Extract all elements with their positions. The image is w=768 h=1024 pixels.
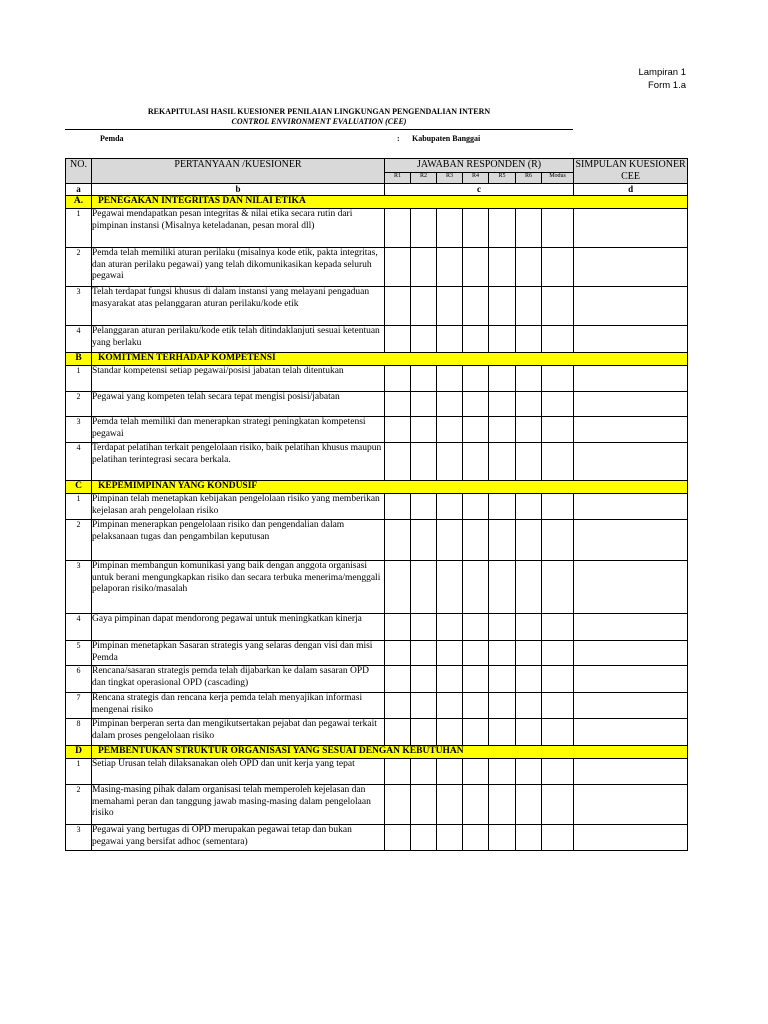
question-row xyxy=(66,392,688,417)
lampiran-text: Lampiran 1 xyxy=(638,67,686,78)
answer-cell[interactable] xyxy=(385,417,411,443)
question-row xyxy=(66,614,688,641)
question-number: 7 xyxy=(66,693,92,719)
section-row xyxy=(66,481,688,494)
answer-cell[interactable] xyxy=(385,825,411,851)
answer-cell[interactable] xyxy=(385,759,411,785)
answer-cell[interactable] xyxy=(542,392,574,417)
answer-cell[interactable] xyxy=(463,287,489,326)
question-number: 6 xyxy=(66,666,92,693)
answer-cell[interactable] xyxy=(463,366,489,392)
answer-cell[interactable] xyxy=(516,520,542,561)
question-text: Terdapat pelatihan terkait pengelolaan risiko, baik pelatihan khusus maupun pelatihan terintegrasi secara berkala. xyxy=(92,443,385,481)
answer-cell[interactable] xyxy=(516,561,542,614)
answer-cell[interactable] xyxy=(385,614,411,641)
answer-cell[interactable] xyxy=(437,641,463,666)
answer-cell[interactable] xyxy=(385,326,411,353)
simpulan-cell[interactable] xyxy=(574,561,688,614)
answer-cell[interactable] xyxy=(385,520,411,561)
answer-cell[interactable] xyxy=(411,520,437,561)
question-number: 4 xyxy=(66,443,92,481)
question-text: Rencana strategis dan rencana kerja pemda telah menyajikan informasi mengenai risiko xyxy=(92,693,385,719)
answer-cell[interactable] xyxy=(385,719,411,746)
answer-cell[interactable] xyxy=(411,326,437,353)
answer-cell[interactable] xyxy=(437,417,463,443)
answer-cell[interactable] xyxy=(489,520,516,561)
col-simpulan: SIMPULAN KUESIONER CEE xyxy=(575,159,686,182)
question-text: Pegawai mendapatkan pesan integritas & nilai etika secara rutin dari pimpinan instansi (Misalnya keteladanan, pesan moral dll) xyxy=(92,209,385,248)
answer-cell[interactable] xyxy=(437,209,463,248)
answer-cell[interactable] xyxy=(542,825,574,851)
answer-cell[interactable] xyxy=(463,666,489,693)
question-text: Pegawai yang bertugas di OPD merupakan pegawai tetap dan bukan pegawai yang bersifat adhoc (sementara) xyxy=(92,825,385,851)
question-row xyxy=(66,209,688,248)
answer-cell[interactable] xyxy=(516,641,542,666)
title-divider xyxy=(65,129,573,130)
answer-cell[interactable] xyxy=(411,785,437,825)
answer-cell[interactable] xyxy=(437,759,463,785)
answer-cell[interactable] xyxy=(437,392,463,417)
answer-cell[interactable] xyxy=(516,666,542,693)
question-row xyxy=(66,666,688,693)
answer-cell[interactable] xyxy=(437,785,463,825)
answer-cell[interactable] xyxy=(463,520,489,561)
question-number: 4 xyxy=(66,326,92,353)
title-line-1: REKAPITULASI HASIL KUESIONER PENILAIAN LINGKUNGAN PENGENDALIAN INTERN xyxy=(147,107,491,116)
answer-cell[interactable] xyxy=(411,494,437,520)
answer-cell[interactable] xyxy=(437,248,463,287)
answer-cell[interactable] xyxy=(437,443,463,481)
answer-cell[interactable] xyxy=(489,248,516,287)
question-row xyxy=(66,719,688,746)
simpulan-cell[interactable] xyxy=(574,443,688,481)
question-row xyxy=(66,825,688,851)
pemda-colon: : xyxy=(397,134,400,143)
answer-cell[interactable] xyxy=(542,209,574,248)
answer-cell[interactable] xyxy=(489,666,516,693)
answer-cell[interactable] xyxy=(542,666,574,693)
answer-cell[interactable] xyxy=(463,785,489,825)
section-label: D xyxy=(66,746,92,759)
section-row xyxy=(66,353,688,366)
answer-cell[interactable] xyxy=(489,417,516,443)
answer-cell[interactable] xyxy=(489,614,516,641)
question-number: 2 xyxy=(66,248,92,287)
answer-cell[interactable] xyxy=(516,494,542,520)
question-number: 8 xyxy=(66,719,92,746)
answer-cell[interactable] xyxy=(437,366,463,392)
question-text: Pimpinan berperan serta dan mengikutsertakan pejabat dan pegawai terkait dalam proses pengelolaan risiko xyxy=(92,719,385,746)
answer-cell[interactable] xyxy=(463,719,489,746)
respondent-header: R5 xyxy=(489,173,516,184)
answer-cell[interactable] xyxy=(437,520,463,561)
letter-b: b xyxy=(92,184,385,196)
answer-cell[interactable] xyxy=(516,443,542,481)
answer-cell[interactable] xyxy=(489,494,516,520)
simpulan-cell[interactable] xyxy=(574,494,688,520)
answer-cell[interactable] xyxy=(542,443,574,481)
answer-cell[interactable] xyxy=(463,825,489,851)
answer-cell[interactable] xyxy=(385,248,411,287)
question-number: 3 xyxy=(66,825,92,851)
answer-cell[interactable] xyxy=(463,417,489,443)
question-text: Pimpinan menerapkan pengelolaan risiko dan pengendalian dalam pelaksanaan tugas dan pengambilan keputusan xyxy=(92,520,385,561)
question-text: Pemda telah memiliki dan menerapkan strategi peningkatan kompetensi pegawai xyxy=(92,417,385,443)
answer-cell[interactable] xyxy=(489,825,516,851)
answer-cell[interactable] xyxy=(489,759,516,785)
answer-cell[interactable] xyxy=(385,209,411,248)
answer-cell[interactable] xyxy=(516,326,542,353)
simpulan-cell[interactable] xyxy=(574,693,688,719)
simpulan-cell[interactable] xyxy=(574,785,688,825)
answer-cell[interactable] xyxy=(516,287,542,326)
question-text: Pelanggaran aturan perilaku/kode etik telah ditindaklanjuti sesuai ketentuan yang berlaku xyxy=(92,326,385,353)
question-text: Setiap Urusan telah dilaksanakan oleh OPD dan unit kerja yang tepat xyxy=(92,759,385,785)
answer-cell[interactable] xyxy=(437,326,463,353)
respondent-header: R2 xyxy=(411,173,437,184)
answer-cell[interactable] xyxy=(542,366,574,392)
answer-cell[interactable] xyxy=(463,392,489,417)
respondent-header: R4 xyxy=(463,173,489,184)
answer-cell[interactable] xyxy=(385,785,411,825)
answer-cell[interactable] xyxy=(489,693,516,719)
question-row xyxy=(66,520,688,561)
col-question: PERTANYAAN /KUESIONER xyxy=(92,159,385,184)
answer-cell[interactable] xyxy=(463,614,489,641)
answer-cell[interactable] xyxy=(542,287,574,326)
answer-cell[interactable] xyxy=(463,641,489,666)
letter-a: a xyxy=(66,184,92,196)
respondent-header: Modus xyxy=(542,173,574,184)
simpulan-cell[interactable] xyxy=(574,417,688,443)
question-row xyxy=(66,494,688,520)
answer-cell[interactable] xyxy=(542,614,574,641)
answer-cell[interactable] xyxy=(516,248,542,287)
simpulan-cell[interactable] xyxy=(574,248,688,287)
answer-cell[interactable] xyxy=(489,326,516,353)
answer-cell[interactable] xyxy=(437,614,463,641)
answer-cell[interactable] xyxy=(385,392,411,417)
simpulan-cell[interactable] xyxy=(574,666,688,693)
col-no: NO. xyxy=(66,159,92,184)
section-label: A. xyxy=(66,196,92,209)
answer-cell[interactable] xyxy=(437,666,463,693)
answer-cell[interactable] xyxy=(542,759,574,785)
section-row xyxy=(66,196,688,209)
answer-cell[interactable] xyxy=(489,287,516,326)
answer-cell[interactable] xyxy=(437,693,463,719)
answer-cell[interactable] xyxy=(516,209,542,248)
respondent-header: R6 xyxy=(516,173,542,184)
simpulan-cell[interactable] xyxy=(574,825,688,851)
answer-cell[interactable] xyxy=(516,719,542,746)
answer-cell[interactable] xyxy=(489,785,516,825)
answer-cell[interactable] xyxy=(385,494,411,520)
pemda-label: Pemda xyxy=(100,134,124,143)
simpulan-cell[interactable] xyxy=(574,759,688,785)
section-title: PENEGAKAN INTEGRITAS DAN NILAI ETIKA xyxy=(92,196,688,209)
section-label: B xyxy=(66,353,92,366)
answer-cell[interactable] xyxy=(489,392,516,417)
simpulan-cell[interactable] xyxy=(574,209,688,248)
answer-cell[interactable] xyxy=(489,443,516,481)
answer-cell[interactable] xyxy=(516,693,542,719)
answer-cell[interactable] xyxy=(411,443,437,481)
question-number: 4 xyxy=(66,614,92,641)
question-row xyxy=(66,417,688,443)
answer-cell[interactable] xyxy=(463,693,489,719)
question-number: 2 xyxy=(66,392,92,417)
answer-cell[interactable] xyxy=(437,561,463,614)
answer-cell[interactable] xyxy=(542,326,574,353)
answer-cell[interactable] xyxy=(542,561,574,614)
answer-cell[interactable] xyxy=(411,614,437,641)
section-title: PEMBENTUKAN STRUKTUR ORGANISASI YANG SESUAI DENGAN KEBUTUHAN xyxy=(92,746,688,759)
question-row xyxy=(66,693,688,719)
answer-cell[interactable] xyxy=(463,443,489,481)
answer-cell[interactable] xyxy=(437,287,463,326)
respondent-header: R1 xyxy=(385,173,411,184)
question-text: Pimpinan membangun komunikasi yang baik dengan anggota organisasi untuk berani mengungkapkan risiko dan secara terbuka menerima/menggali pelaporan risiko/masalah xyxy=(92,561,385,614)
question-number: 2 xyxy=(66,520,92,561)
answer-cell[interactable] xyxy=(542,520,574,561)
question-number: 1 xyxy=(66,366,92,392)
answer-cell[interactable] xyxy=(516,366,542,392)
answer-cell[interactable] xyxy=(463,209,489,248)
answer-cell[interactable] xyxy=(542,494,574,520)
answer-cell[interactable] xyxy=(411,693,437,719)
form-number: Form 1.a xyxy=(647,80,686,91)
answer-cell[interactable] xyxy=(437,719,463,746)
answer-cell[interactable] xyxy=(411,641,437,666)
answer-cell[interactable] xyxy=(411,248,437,287)
question-row xyxy=(66,366,688,392)
answer-cell[interactable] xyxy=(516,417,542,443)
answer-cell[interactable] xyxy=(385,693,411,719)
question-text: Telah terdapat fungsi khusus di dalam instansi yang melayani pengaduan masyarakat atas pelanggaran aturan perilaku/kode etik xyxy=(92,287,385,326)
question-row xyxy=(66,561,688,614)
answer-cell[interactable] xyxy=(516,825,542,851)
answer-cell[interactable] xyxy=(385,366,411,392)
question-row xyxy=(66,759,688,785)
question-row xyxy=(66,641,688,666)
section-row xyxy=(66,746,688,759)
answer-cell[interactable] xyxy=(437,825,463,851)
answer-cell[interactable] xyxy=(489,561,516,614)
answer-cell[interactable] xyxy=(463,759,489,785)
col-answers: JAWABAN RESPONDEN (R) xyxy=(385,159,574,173)
simpulan-cell[interactable] xyxy=(574,614,688,641)
column-letter-row xyxy=(66,184,688,196)
answer-cell[interactable] xyxy=(516,785,542,825)
question-number: 5 xyxy=(66,641,92,666)
question-number: 2 xyxy=(66,785,92,825)
attachment-label xyxy=(638,66,686,92)
answer-cell[interactable] xyxy=(463,326,489,353)
question-text: Masing-masing pihak dalam organisasi telah memperoleh kejelasan dan memahami peran dan tanggung jawab masing-masing dalam pengelolaan risiko xyxy=(92,785,385,825)
answer-cell[interactable] xyxy=(385,641,411,666)
answer-cell[interactable] xyxy=(542,641,574,666)
answer-cell[interactable] xyxy=(516,392,542,417)
question-number: 1 xyxy=(66,759,92,785)
pemda-value: Kabupaten Banggai xyxy=(412,134,481,143)
answer-cell[interactable] xyxy=(411,417,437,443)
simpulan-cell[interactable] xyxy=(574,287,688,326)
answer-cell[interactable] xyxy=(542,719,574,746)
section-title: KOMITMEN TERHADAP KOMPETENSI xyxy=(92,353,688,366)
answer-cell[interactable] xyxy=(385,443,411,481)
answer-cell[interactable] xyxy=(385,561,411,614)
document-title xyxy=(65,107,573,127)
answer-cell[interactable] xyxy=(463,494,489,520)
question-row xyxy=(66,248,688,287)
question-number: 3 xyxy=(66,287,92,326)
answer-cell[interactable] xyxy=(542,417,574,443)
simpulan-cell[interactable] xyxy=(574,392,688,417)
question-number: 1 xyxy=(66,209,92,248)
answer-cell[interactable] xyxy=(385,666,411,693)
section-label: C xyxy=(66,481,92,494)
answer-cell[interactable] xyxy=(411,392,437,417)
questionnaire-table xyxy=(65,158,688,851)
respondent-header: R3 xyxy=(437,173,463,184)
answer-cell[interactable] xyxy=(385,287,411,326)
answer-cell[interactable] xyxy=(411,719,437,746)
answer-cell[interactable] xyxy=(489,209,516,248)
question-number: 1 xyxy=(66,494,92,520)
answer-cell[interactable] xyxy=(542,785,574,825)
answer-cell[interactable] xyxy=(542,248,574,287)
question-row xyxy=(66,785,688,825)
letter-d: d xyxy=(574,184,688,196)
question-row xyxy=(66,287,688,326)
simpulan-cell[interactable] xyxy=(574,520,688,561)
answer-cell[interactable] xyxy=(437,494,463,520)
question-row xyxy=(66,443,688,481)
answer-cell[interactable] xyxy=(463,248,489,287)
answer-cell[interactable] xyxy=(411,209,437,248)
answer-cell[interactable] xyxy=(489,366,516,392)
question-text: Pimpinan telah menetapkan kebijakan pengelolaan risiko yang memberikan kejelasan arah pengelolaan risiko xyxy=(92,494,385,520)
simpulan-cell[interactable] xyxy=(574,719,688,746)
section-title: KEPEMIMPINAN YANG KONDUSIF xyxy=(92,481,688,494)
question-row xyxy=(66,326,688,353)
header-row xyxy=(66,159,688,173)
question-text: Gaya pimpinan dapat mendorong pegawai untuk meningkatkan kinerja xyxy=(92,614,385,641)
question-number: 3 xyxy=(66,417,92,443)
answer-cell[interactable] xyxy=(542,693,574,719)
answer-cell[interactable] xyxy=(489,719,516,746)
simpulan-cell[interactable] xyxy=(574,366,688,392)
answer-cell[interactable] xyxy=(516,614,542,641)
answer-cell[interactable] xyxy=(411,759,437,785)
title-line-2: CONTROL ENVIRONMENT EVALUATION (CEE) xyxy=(231,117,407,126)
question-text: Pegawai yang kompeten telah secara tepat mengisi posisi/jabatan xyxy=(92,392,385,417)
answer-cell[interactable] xyxy=(411,825,437,851)
answer-cell[interactable] xyxy=(463,561,489,614)
question-text: Rencana/sasaran strategis pemda telah dijabarkan ke dalam sasaran OPD dan tingkat operasional OPD (cascading) xyxy=(92,666,385,693)
simpulan-cell[interactable] xyxy=(574,326,688,353)
answer-cell[interactable] xyxy=(489,641,516,666)
answer-cell[interactable] xyxy=(411,366,437,392)
question-text: Standar kompetensi setiap pegawai/posisi jabatan telah ditentukan xyxy=(92,366,385,392)
letter-c: c xyxy=(385,184,574,196)
answer-cell[interactable] xyxy=(411,561,437,614)
table-body xyxy=(66,196,688,851)
answer-cell[interactable] xyxy=(516,759,542,785)
simpulan-cell[interactable] xyxy=(574,641,688,666)
answer-cell[interactable] xyxy=(411,666,437,693)
question-text: Pimpinan menetapkan Sasaran strategis yang selaras dengan visi dan misi Pemda xyxy=(92,641,385,666)
answer-cell[interactable] xyxy=(411,287,437,326)
question-text: Pemda telah memiliki aturan perilaku (misalnya kode etik, pakta integritas, dan aturan perilaku pegawai) yang telah dikomunikasikan kepada seluruh pegawai xyxy=(92,248,385,287)
question-number: 3 xyxy=(66,561,92,614)
